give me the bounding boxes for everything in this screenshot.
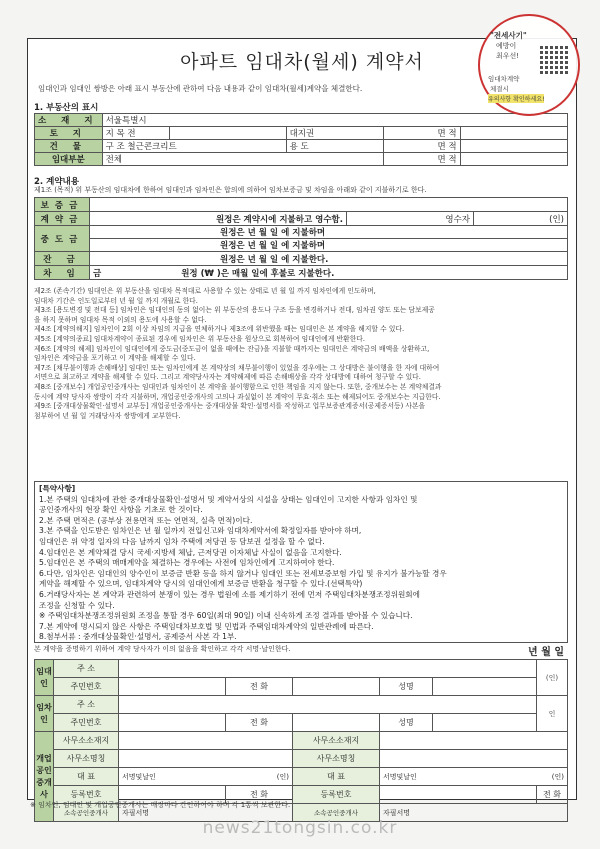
special-item: 3.본 주택을 인도받은 임차인은 년 월 일까지 전입신고와 임대차계약서에 확정일자를 받아야 하며, xyxy=(39,526,362,536)
clause-line: 제2조 (존속기간) 임대인은 위 부동산을 임대차 목적대로 사용할 수 있는 상태로 년 월 일 까지 임차인에게 인도하며, xyxy=(34,287,376,295)
office-name-label-2: 사무소명칭 xyxy=(293,750,380,768)
special-item: ※ 주택임대차분쟁조정위원회 조정을 통할 경우 60일(최대 90일) 이내 신속하게 조정 결과를 받아볼 수 있습니다. xyxy=(39,611,413,621)
location-value: 서울특별시 xyxy=(102,114,567,127)
lessor-phone-label: 전 화 xyxy=(226,678,293,696)
clause-line: 을 하지 못하며 임대차 목적 이외의 용도에 사용할 수 없다. xyxy=(34,315,207,324)
lessor-resident-label: 주민번호 xyxy=(54,678,119,696)
fraud-warning-stamp xyxy=(478,14,580,116)
reg-no-label-2: 등록번호 xyxy=(293,786,380,804)
land-category: 지 목 전 xyxy=(102,127,169,140)
section2-heading: 2. 계약내용 xyxy=(34,177,79,187)
rent-part-value: 전체 xyxy=(102,153,383,166)
location-label: 소 재 지 xyxy=(35,114,103,127)
special-terms-box xyxy=(34,481,568,643)
document-title: 아파트 임대차(월세) 계약서 xyxy=(180,51,424,73)
structure: 구 조 철근콘크리트 xyxy=(102,140,286,153)
contract-date: 년 월 일 xyxy=(528,647,564,658)
broker-label: 개업공인중개사 xyxy=(35,732,54,822)
middle-payment-1: 원정은 년 월 일 에 지불하며 xyxy=(90,226,568,239)
lessee-name-label: 성명 xyxy=(380,714,433,732)
footnote: ※ 임차인, 임대인 및 개업공인중개사는 매장마다 간인하여야 하며 각 1통씩 보관한다. xyxy=(30,801,291,809)
signature-section xyxy=(34,659,568,822)
special-item: 4.임대인은 본 계약체결 당시 국세·지방세 체납, 근저당권 이자체납 사실이 없음을 고지한다. xyxy=(39,547,342,557)
balance-text: 원정은 년 월 일 에 지불한다. xyxy=(90,252,568,266)
special-item: 공인중개사의 현장 확인 사항을 기초로 한 것이다. xyxy=(39,505,203,515)
affiliated-broker-label-2: 소속공인중개사 xyxy=(293,804,380,822)
clause-line: 제4조 [계약의해지] 임차인이 2회 이상 차임의 지급을 연체하거나 제3조에 위반했을 때는 임대인은 본 계약을 해지할 수 있다. xyxy=(34,325,405,334)
lessee-seal: 인 xyxy=(537,696,568,732)
special-item: 2.본 주택 면적은 (공부상 전용면적 또는 연면적, 실측 면적)이다. xyxy=(39,515,253,525)
payment-table xyxy=(34,197,568,280)
lessor-label: 임대인 xyxy=(35,660,54,696)
representative-label-2: 대 표 xyxy=(293,768,380,786)
self-sign-1: 자필서명 xyxy=(119,804,293,822)
special-item: 6.거래당사자는 본 계약과 관련하여 분쟁이 있는 경우 법원에 소를 제기하기 전에 먼저 주택임대차분쟁조정위원회에 xyxy=(39,589,420,599)
clause-line: 임차인은 계약금을 포기하고 이 계약을 해제할 수 있다. xyxy=(34,354,196,363)
stamp-line5: 체결시 xyxy=(490,85,509,93)
special-item: 6.다만, 임차인은 임대인의 양수인이 보증금 반환 등을 하지 않거나 임대인 또는 전세보증보험 가입 및 유지가 불가능할 경우 xyxy=(39,568,447,578)
broker-phone-label-2: 전 화 xyxy=(537,786,568,804)
rent-row: 금 원정 (₩ )은 매월 일에 후불로 지불한다. xyxy=(90,266,568,280)
special-item: 8.첨부서류 : 중개대상물확인·설명서, 공제증서 사본 각 1부. xyxy=(39,632,237,642)
clause-line: 첨부하여 년 월 일 거래당사자 쌍방에게 교부한다. xyxy=(34,411,181,420)
receiver-seal: (인) xyxy=(474,212,568,226)
broker-sign-1: 서명및날인 (인) xyxy=(119,768,293,786)
reg-no-label-1: 등록번호 xyxy=(54,786,119,804)
special-item: 7.본 계약에 명시되지 않은 사항은 주택임대차보호법 및 민법과 주택임대차계약의 일반관례에 따른다. xyxy=(39,621,374,631)
clause-line: 제5조 [계약의종료] 임대차계약이 종료된 경우에 임차인은 위 부동산을 원상으로 회복하여 임대인에게 반환한다. xyxy=(34,334,366,343)
intro-text: 임대인과 임대인 쌍방은 아래 표시 부동산에 관하여 다음 내용과 같이 임대차(월세)계약을 체결한다. xyxy=(38,84,363,93)
clause-line: 제6조 [계약의 해제] 임차인이 임대인에게 중도금(중도금이 없을 때에는 잔금)을 지불할 때까지는 임대인은 계약금의 배액을 상환하고, xyxy=(34,344,430,353)
middle-payment-2: 원정은 년 월 일 에 지불하며 xyxy=(90,239,568,252)
property-table xyxy=(34,113,568,166)
rent-area-label: 면 적 xyxy=(383,153,460,166)
office-name-label-1: 사무소명칭 xyxy=(54,750,119,768)
lessor-seal: (인) xyxy=(537,660,568,696)
broker-phone-label-1: 전 화 xyxy=(226,786,293,804)
rent-part-label: 임대부분 xyxy=(35,153,103,166)
clause-line: 임대차 기간은 인도일로부터 년 월 일 까지 개월로 한다. xyxy=(34,296,198,305)
stamp-line4: 임대차계약 xyxy=(488,75,520,83)
contract-payment-text: 원정은 계약시에 지불하고 영수함. xyxy=(90,212,347,226)
clause-line: 제8조 [중개보수] 개업공인중개사는 임대인과 임차인이 본 계약을 불이행함으로 인한 책임을 지지 않는다. 또한, 중개보수는 본 계약체결과 xyxy=(34,382,442,391)
office-addr-label-1: 사무소소재지 xyxy=(54,732,119,750)
land-label: 토 지 xyxy=(35,127,103,140)
clause-line: 제9조 [중개대상물확인·설명서 교부등] 개업공인중개사는 중개대상물 확인·설명서를 작성하고 업무보증관계증서(공제증서등) 사본을 xyxy=(34,402,426,411)
deposit-label: 보증금 xyxy=(35,198,90,212)
lessee-phone-label: 전 화 xyxy=(226,714,293,732)
lessee-resident-label: 주민번호 xyxy=(54,714,119,732)
proof-text: 본 계약을 증명하기 위하여 계약 당사자가 이의 없음을 확인하고 각각 서명·날인한다. xyxy=(34,645,291,653)
stamp-line1: "전세사기" xyxy=(490,31,527,40)
affiliated-broker-label-1: 소속공인중개사 xyxy=(54,804,119,822)
middle-payment-label: 중도금 xyxy=(35,226,90,252)
receiver-label: 영수자 xyxy=(347,212,474,226)
signature-table xyxy=(34,659,568,822)
special-terms-title: [특약사항] xyxy=(39,484,76,493)
special-item: 5.임대인은 본 주택의 매매계약을 체결하는 경우에는 사전에 임차인에게 고지하여야 한다. xyxy=(39,558,335,568)
building-area-label: 면 적 xyxy=(383,140,460,153)
clause-line: 제3조 [용도변경 및 전대 등] 임차인은 임대인의 동의 없이는 위 부동산의 용도나 구조 등을 변경하거나 전대, 임차권 양도 또는 담보제공 xyxy=(34,306,435,315)
lessor-name-label: 성명 xyxy=(380,678,433,696)
use-label: 용 도 xyxy=(286,140,383,153)
clause-line: 제7조 [채무불이행과 손해배상] 임대인 또는 임차인에게 본 계약상의 채무불이행이 있었을 경우에는 그 상대방은 불이행을 한 자에 대하여 xyxy=(34,363,440,372)
stamp-line3: 최우선! xyxy=(496,52,520,60)
office-addr-label-2: 사무소소재지 xyxy=(293,732,380,750)
self-sign-2: 자필서명 xyxy=(380,804,568,822)
lessee-address-label: 주 소 xyxy=(54,696,119,714)
special-item: 1.본 주택의 임대차에 관한 중개대상물확인·설명서 및 계약서상의 시설을 상태는 임대인이 고지한 사항과 임차인 및 xyxy=(39,494,418,504)
rent-label: 차 임 xyxy=(35,266,90,280)
clauses-block xyxy=(34,287,570,421)
lessee-label: 임차인 xyxy=(35,696,54,732)
building-label: 건 물 xyxy=(35,140,103,153)
broker-sign-2: 서명및날인 (인) xyxy=(380,768,568,786)
section1-heading: 1. 부동산의 표시 xyxy=(34,103,99,113)
special-item: 계약을 해제할 수 있으며, 임대차계약 당시의 임대인에게 보증금 반환을 청구할 수 있다.(선택특약) xyxy=(39,579,363,589)
lessor-address-label: 주 소 xyxy=(54,660,119,678)
land-area-label: 면 적 xyxy=(383,127,460,140)
watermark: news21tongsin.co.kr xyxy=(202,818,398,838)
representative-label-1: 대 표 xyxy=(54,768,119,786)
land-right-label: 대지권 xyxy=(286,127,383,140)
clause-line: 동시에 계약 당사자 쌍방이 각각 지불하며, 개업공인중개사의 고의나 과실없이 본 계약이 무효·취소 또는 해제되어도 중개보수는 지급한다. xyxy=(34,392,441,401)
clause1: 제1조 (목적) 위 부동산의 임대차에 한하여 임대인과 임차인은 합의에 의하여 임차보증금 및 차임을 아래와 같이 지불하기로 한다. xyxy=(34,186,427,194)
special-item: 임대인은 위 약정 일자의 다음 날까지 임차 주택에 저당권 등 담보권 설정을 할 수 없다. xyxy=(39,536,325,546)
stamp-line2: 예방이 xyxy=(496,42,517,50)
contract-payment-label: 계약금 xyxy=(35,212,90,226)
clause-line: 서면으로 최고하고 계약을 해제할 수 있다. 그리고 계약당사자는 계약해제에 따른 손해배상을 각각 상대방에 대하여 청구할 수 있다. xyxy=(34,373,421,382)
special-item: 조정을 신청할 수 있다. xyxy=(39,600,115,610)
balance-label: 잔 금 xyxy=(35,252,90,266)
stamp-line6: 유의사항 확인하세요! xyxy=(488,96,545,103)
